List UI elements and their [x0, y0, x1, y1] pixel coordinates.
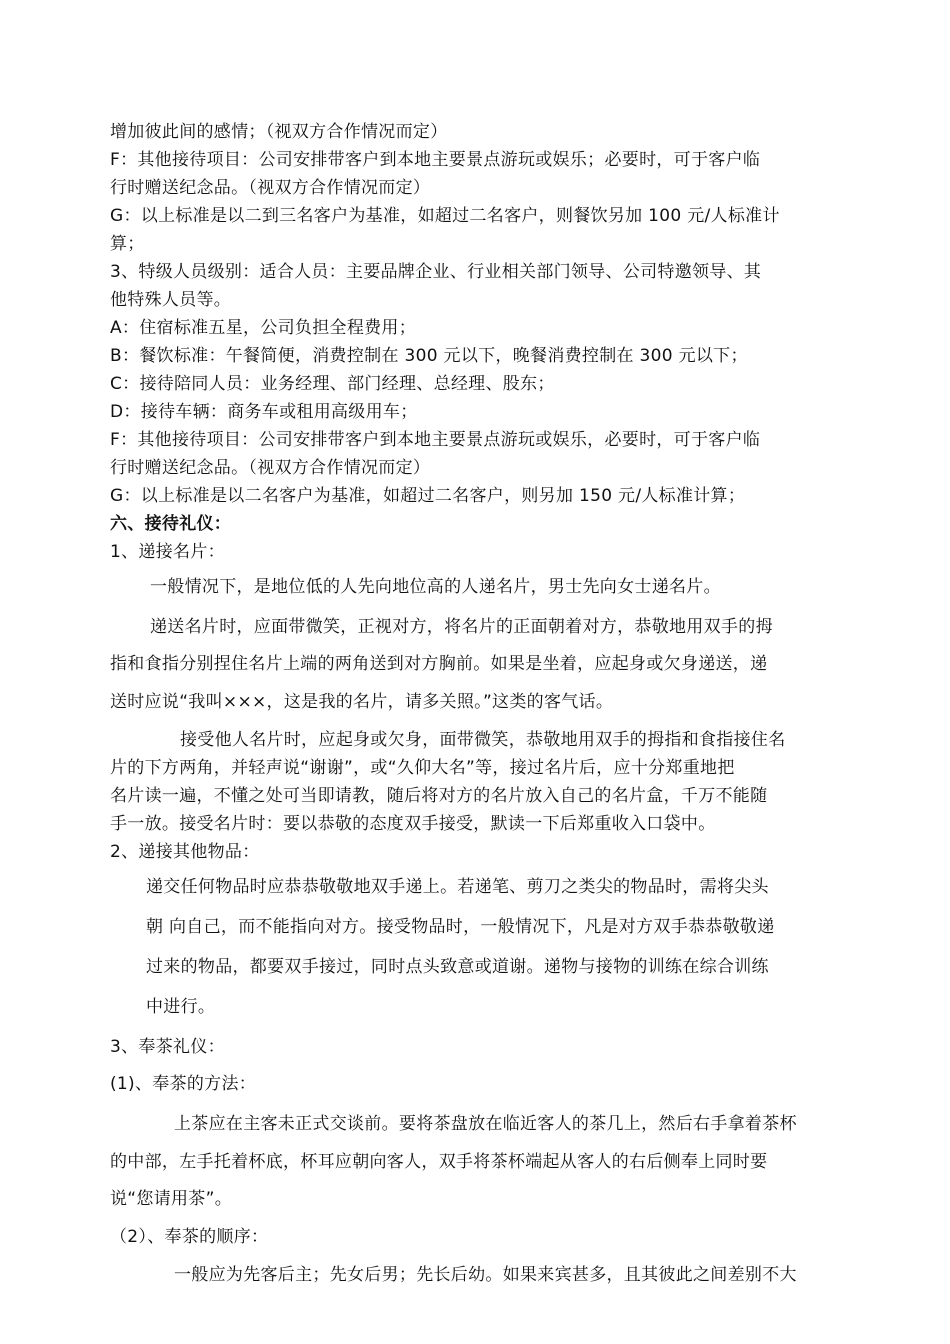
- line-35: （2）、奉茶的顺序：: [110, 1227, 269, 1247]
- text-line: [110, 316, 416, 340]
- line-8: A：住宿标准五星，公司负担全程费用；: [110, 318, 417, 338]
- text-line: [110, 120, 448, 144]
- text-line: [110, 400, 418, 424]
- line-19: 指和食指分别捏住名片上端的两角送到对方胸前。如果是坐着，应起身或欠身递送，递: [110, 654, 768, 674]
- subheading: [110, 840, 260, 864]
- line-28: 过来的物品，都要双手接过，同时点头致意或道谢。递物与接物的训练在综合训练: [146, 957, 769, 977]
- line-13: 行时赠送纪念品。（视双方合作情况而定）: [110, 458, 431, 478]
- text-line: [110, 288, 231, 312]
- line-1: 增加彼此间的感情；（视双方合作情况而定）: [110, 122, 448, 142]
- text-line: [110, 232, 145, 256]
- text-line: [110, 1112, 797, 1136]
- line-23: 名片读一遍，不懂之处可当即请教，随后将对方的名片放入自己的名片盒，千万不能随: [110, 786, 768, 806]
- line-25: 2、递接其他物品：: [110, 842, 260, 862]
- line-36: 一般应为先客后主；先女后男；先长后幼。如果来宾甚多，且其彼此之间差别不大: [174, 1265, 797, 1285]
- text-line: [110, 456, 430, 480]
- text-line: [110, 344, 748, 368]
- line-4: G：以上标准是以二到三名客户为基准，如超过二名客户，则餐饮另加 100 元/人标准计: [110, 206, 780, 226]
- line-27: 朝 向自己，而不能指向对方。接受物品时，一般情况下，凡是对方双手恭恭敬敬递: [146, 917, 775, 937]
- subheading: [110, 540, 225, 564]
- text-line: [110, 784, 767, 808]
- text-line: [110, 756, 735, 780]
- line-16: 1、递接名片：: [110, 542, 225, 562]
- subheading: [110, 1225, 268, 1249]
- subheading: [110, 1035, 225, 1059]
- line-24: 手一放。接受名片时：要以恭敬的态度双手接受，默读一下后郑重收入口袋中。: [110, 814, 716, 834]
- line-9: B：餐饮标准：午餐简便，消费控制在 300 元以下，晚餐消费控制在 300 元以下；: [110, 346, 748, 366]
- heading-reception-etiquette: 六、接待礼仪：: [110, 514, 232, 534]
- line-14: G：以上标准是以二名客户为基准，如超过二名客户，则另加 150 元/人标准计算；: [110, 486, 746, 506]
- text-line: [110, 652, 767, 676]
- line-26: 递交任何物品时应恭恭敬敬地双手递上。若递笔、剪刀之类尖的物品时，需将尖头: [146, 877, 769, 897]
- line-7: 他特殊人员等。: [110, 290, 232, 310]
- text-line: [110, 812, 716, 836]
- line-31: (1)、奉茶的方法：: [110, 1074, 257, 1094]
- line-12: F：其他接待项目：公司安排带客户到本地主要景点游玩或娱乐，必要时，可于客户临: [110, 430, 761, 450]
- line-2: F：其他接待项目：公司安排带客户到本地主要景点游玩或娱乐；必要时，可于客户临: [110, 150, 761, 170]
- text-line: [110, 575, 721, 599]
- text-line: [110, 176, 430, 200]
- line-5: 算；: [110, 234, 145, 254]
- text-line: [110, 915, 775, 939]
- text-line: [110, 1263, 797, 1287]
- line-10: C：接待陪同人员：业务经理、部门经理、总经理、股东；: [110, 374, 555, 394]
- line-18: 递送名片时，应面带微笑，正视对方，将名片的正面朝着对方，恭敬地用双手的拇: [150, 617, 773, 637]
- line-33: 的中部，左手托着杯底，杯耳应朝向客人，双手将茶杯端起从客人的右后侧奉上同时要: [110, 1152, 768, 1172]
- text-line: [110, 995, 215, 1019]
- line-22: 片的下方两角，并轻声说“谢谢”，或“久仰大名”等，接过名片后，应十分郑重地把: [110, 758, 735, 778]
- text-line: [110, 148, 760, 172]
- text-line: [110, 615, 773, 639]
- text-line: [110, 1150, 767, 1174]
- line-17: 一般情况下，是地位低的人先向地位高的人递名片，男士先向女士递名片。: [150, 577, 721, 597]
- text-line: [110, 955, 769, 979]
- line-30: 3、奉茶礼仪：: [110, 1037, 225, 1057]
- text-line: [110, 1187, 232, 1211]
- text-line: [110, 372, 555, 396]
- text-line: [110, 484, 745, 508]
- text-line: [110, 728, 786, 752]
- text-line: [110, 428, 760, 452]
- line-3: 行时赠送纪念品。（视双方合作情况而定）: [110, 178, 431, 198]
- line-32: 上茶应在主客未正式交谈前。要将茶盘放在临近客人的茶几上，然后右手拿着茶杯: [174, 1114, 797, 1134]
- line-20: 送时应说“我叫×××，这是我的名片，请多关照。”这类的客气话。: [110, 692, 614, 712]
- line-29: 中进行。: [146, 997, 216, 1017]
- text-line: [110, 690, 613, 714]
- text-line: [110, 204, 780, 228]
- line-11: D：接待车辆：商务车或租用高级用车；: [110, 402, 418, 422]
- subheading: [110, 1072, 256, 1096]
- line-6: 3、特级人员级别：适合人员：主要品牌企业、行业相关部门领导、公司特邀领导、其: [110, 262, 762, 282]
- line-21: 接受他人名片时，应起身或欠身，面带微笑，恭敬地用双手的拇指和食指接住名: [180, 730, 786, 750]
- text-line: [110, 260, 761, 284]
- line-34: 说“您请用茶”。: [110, 1189, 233, 1209]
- section-heading: [110, 512, 231, 536]
- text-line: [110, 875, 769, 899]
